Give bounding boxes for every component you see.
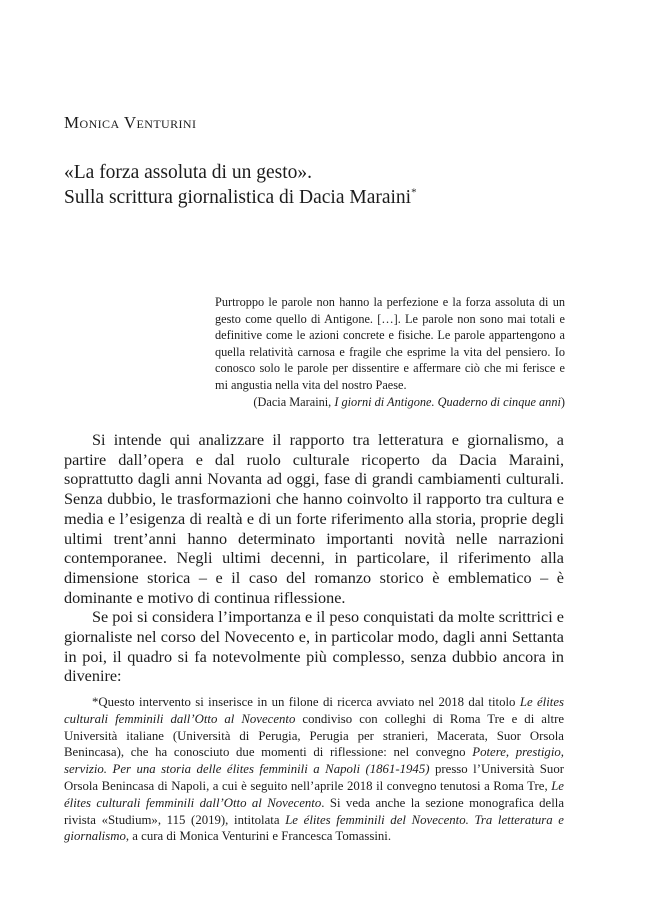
- footnote-text: condiviso con colleghi di Roma Tre e di altre Università italiane (Università di Perugia, Perugia per stranieri, Macerata, Suor Orsola Benincasa), che ha conosciuto due momenti di riflessione: nel convegno: [64, 711, 565, 760]
- footnote: [64, 694, 564, 845]
- article-title: [64, 160, 604, 210]
- footnote-italic-title: Le élites culturali femminili dall’Otto al Novecento: [64, 778, 564, 810]
- epigraph-source: [215, 394, 565, 411]
- footnote-italic-title: Potere, prestigio, servizio. Per una storia delle élites femminili a Napoli (1861-1945): [64, 745, 564, 777]
- epigraph: [215, 294, 565, 411]
- body-paragraph-2: Se poi si considera l’importanza e il peso conquistati da molte scrittrici e giornaliste nel corso del Novecento e, in particolar modo, dagli anni Settanta in poi, il quadro si fa notevolmente più complesso, senza dubbio ancora in divenire:: [64, 608, 564, 686]
- title-line-2: [64, 185, 604, 210]
- epigraph-source-work: I giorni di Antigone. Quaderno di cinque anni: [334, 395, 561, 409]
- footnote-marker: *: [411, 186, 417, 199]
- title-line-2-text: Sulla scrittura giornalistica di Dacia Maraini: [64, 187, 412, 208]
- title-line-1: «La forza assoluta di un gesto».: [64, 162, 313, 183]
- footnote-italic-title: Le élites femminili del Novecento. Tra letteratura e giornalismo: [64, 812, 564, 844]
- footnote-text: , a cura di Monica Venturini e Francesca Tomassini.: [125, 829, 392, 844]
- footnote-text: *Questo intervento si inserisce in un filone di ricerca avviato nel 2018 dal titolo: [92, 695, 520, 709]
- author-name: Monica Venturini: [64, 113, 197, 132]
- footnote-text: . Si veda anche la sezione monografica della rivista «Studium», 115 (2019), intitolata: [64, 795, 565, 827]
- footnote-text: presso l’Università Suor Orsola Benincasa di Napoli, a cui è seguito nell’aprile 2018 il convegno tenutosi a Roma Tre,: [64, 762, 564, 793]
- body-text: [64, 431, 564, 687]
- footnote-paragraph: [64, 694, 564, 845]
- body-paragraph-1: Si intende qui analizzare il rapporto tra letteratura e giornalismo, a partire dall’opera e dal ruolo culturale ricoperto da Dacia Maraini, soprattutto dagli anni Novanta ad oggi, fase di grandi cambiamenti culturali. Senza dubbio, le trasformazioni che hanno coinvolto il rapporto tra cultura e media e l’esigenza di realtà e di un forte riferimento alla storia, proprie degli ultimi trent’anni hanno determinato importanti novità nelle narrazioni contemporanee. Negli ultimi decenni, in particolare, il riferimento alla dimensione storica – e il caso del romanzo storico è emblematico – è dominante e motivo di continua riflessione.: [64, 431, 564, 607]
- epigraph-source-open: (Dacia Maraini,: [253, 395, 335, 409]
- epigraph-quote: Purtroppo le parole non hanno la perfezione e la forza assoluta di un gesto come quello di Antigone. […]. Le parole non sono mai totali e definitive come le azioni concrete e fisiche. Le parole appartengono a quella relatività carnosa e fragile che esprime la vita del pensiero. Io conosco solo le parole per dissentire e affermare ciò che mi ferisce e mi angustia nella vita del nostro Paese.: [215, 295, 565, 392]
- footnote-italic-title: Le élites culturali femminili dall’Otto al Novecento: [64, 695, 564, 726]
- epigraph-source-close: ): [560, 395, 565, 409]
